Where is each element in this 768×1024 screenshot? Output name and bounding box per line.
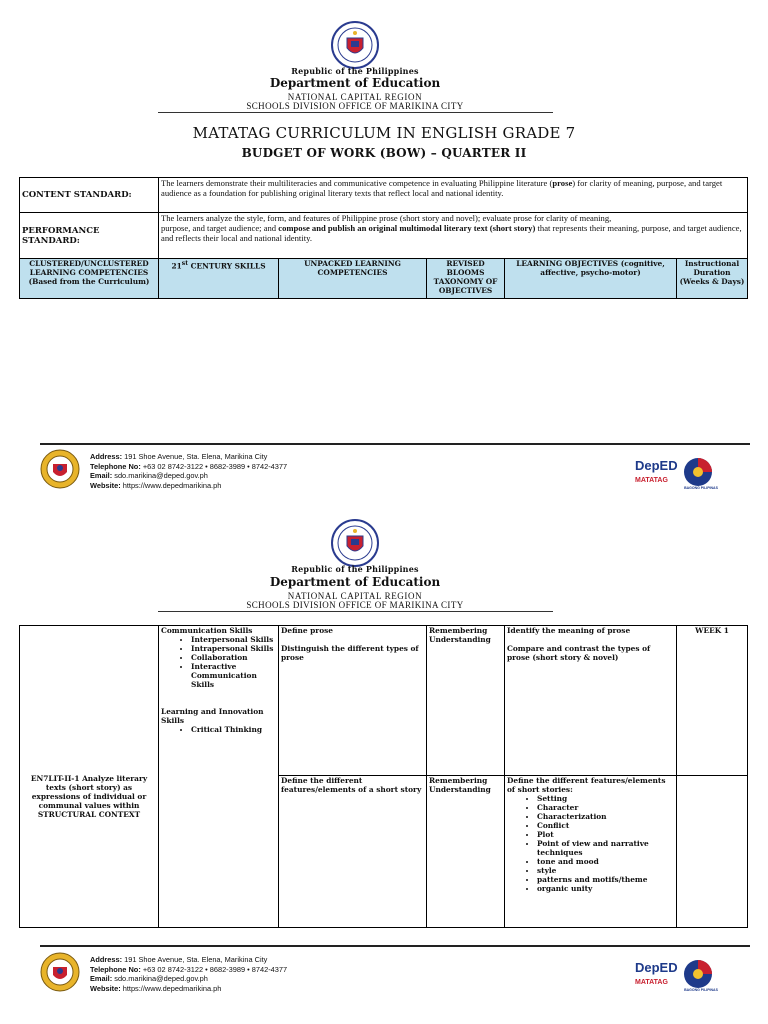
skill-item: • Critical Thinking (191, 725, 276, 734)
department-text-2: Department of Education (269, 575, 441, 589)
skill-item: • Interpersonal Skills (191, 635, 276, 644)
division-text: SCHOOLS DIVISION OFFICE OF MARIKINA CITY (246, 101, 464, 111)
duration-cell-2 (677, 776, 748, 928)
deped-seal-icon-2 (330, 518, 380, 568)
skill-item: • Collaboration (191, 653, 276, 662)
element-item: • patterns and motifs/theme (537, 875, 674, 884)
deped-seal-icon (330, 20, 380, 70)
footer-divider-2 (40, 945, 750, 947)
region-text: NATIONAL CAPITAL REGION (287, 92, 423, 102)
matatag-logo: MATATAG (635, 477, 668, 484)
col-header-duration: Instructional Duration (Weeks & Days) (677, 259, 748, 299)
element-item: • organic unity (537, 884, 674, 893)
element-item: • Characterization (537, 812, 674, 821)
letterhead-divider-2 (158, 611, 553, 612)
deped-logo: DepED (635, 458, 678, 473)
competency-cell: EN7LIT-II-1 Analyze literary texts (short story) as expressions of individual or communal values within STRUCTURAL CONTEXT (20, 626, 159, 928)
taxonomy-cell-2: Remembering Understanding (427, 776, 505, 928)
republic-text: Republic of the Philippines (291, 66, 419, 76)
deped-logo-2: DepED (635, 960, 678, 975)
element-item: • style (537, 866, 674, 875)
element-item: • Conflict (537, 821, 674, 830)
col-header-objectives: LEARNING OBJECTIVES (cognitive, affective, psycho-motor) (505, 259, 677, 299)
sdo-marikina-logo-icon-2 (40, 952, 80, 992)
bagong-pilipinas-text: BAGONG PILIPINAS (684, 486, 718, 490)
col-header-competencies: CLUSTERED/UNCLUSTERED LEARNING COMPETENCIES (Based from the Curriculum) (20, 259, 159, 299)
content-standard-text: The learners demonstrate their multiliteracies and communicative competence in evaluating Philippine literature (prose) for clarity of meaning, purpose, and target audience as a foundation for publishing original literary texts that reflect local and national identity. (159, 178, 748, 213)
element-item: • Setting (537, 794, 674, 803)
element-item: • Character (537, 803, 674, 812)
bow-table (19, 625, 748, 928)
footer-contact-2: Address: 191 Shoe Avenue, Sta. Elena, Marikina City Telephone No: +63 02 8742-3122 • 8682-3989 • 8742-4377 Email: sdo.marikina@deped.gov.ph Website: https://www.depedmarikina.ph (90, 955, 288, 993)
performance-standard-label: PERFORMANCE STANDARD: (20, 213, 159, 259)
letterhead-divider (158, 112, 553, 113)
skill-item: • Intrapersonal Skills (191, 644, 276, 653)
republic-text-2: Republic of the Philippines (291, 564, 419, 574)
region-text-2: NATIONAL CAPITAL REGION (287, 591, 423, 601)
col-header-skills: 21st CENTURY SKILLS (159, 259, 279, 299)
element-item: • Point of view and narrative techniques (537, 839, 674, 857)
col-header-unpacked: UNPACKED LEARNING COMPETENCIES (279, 259, 427, 299)
element-item: • Plot (537, 830, 674, 839)
col-header-taxonomy: REVISED BLOOMS TAXONOMY OF OBJECTIVES (427, 259, 505, 299)
skills-cell: Communication Skills • Interpersonal Skills • Intrapersonal Skills • Collaboration • Interactive Communication Skills Learning and Innovation Skills • Critical Thinking (159, 626, 279, 928)
duration-cell-1: WEEK 1 (677, 626, 748, 776)
page-subtitle: BUDGET OF WORK (BOW) – QUARTER II (241, 146, 527, 160)
objective-cell-2: Define the different features/elements of short stories: • Setting • Character • Characterization • Conflict • Plot • Point of view and narrative techniques • tone and mood • style • patterns and motifs/theme • organic unity (505, 776, 677, 928)
footer-divider (40, 443, 750, 445)
department-text: Department of Education (269, 76, 441, 90)
content-standard-label: CONTENT STANDARD: (20, 178, 159, 213)
performance-standard-text: The learners analyze the style, form, and features of Philippine prose (short story and novel); evaluate prose for clarity of meaning, purpose, and target audience; and compose and publish an original multimodal literary text (short story) that represents their meaning, purpose, and target audience, and reflects their local and national identity. (159, 213, 748, 259)
standards-table (19, 177, 748, 299)
objective-cell-1: Identify the meaning of prose Compare and contrast the types of prose (short story & novel) (505, 626, 677, 776)
unpacked-cell-1: Define prose Distinguish the different types of prose (279, 626, 427, 776)
division-text-2: SCHOOLS DIVISION OFFICE OF MARIKINA CITY (246, 600, 464, 610)
skill-item: • Interactive Communication Skills (191, 662, 276, 689)
footer-contact: Address: 191 Shoe Avenue, Sta. Elena, Marikina City Telephone No: +63 02 8742-3122 • 8682-3989 • 8742-4377 Email: sdo.marikina@deped.gov.ph Website: https://www.depedmarikina.ph (90, 452, 288, 490)
element-item: • tone and mood (537, 857, 674, 866)
taxonomy-cell-1: Remembering Understanding (427, 626, 505, 776)
bagong-pilipinas-text-2: BAGONG PILIPINAS (684, 988, 718, 992)
sdo-marikina-logo-icon (40, 449, 80, 489)
matatag-logo-2: MATATAG (635, 979, 668, 986)
unpacked-cell-2: Define the different features/elements of a short story (279, 776, 427, 928)
page-title: MATATAG CURRICULUM IN ENGLISH GRADE 7 (192, 124, 576, 142)
